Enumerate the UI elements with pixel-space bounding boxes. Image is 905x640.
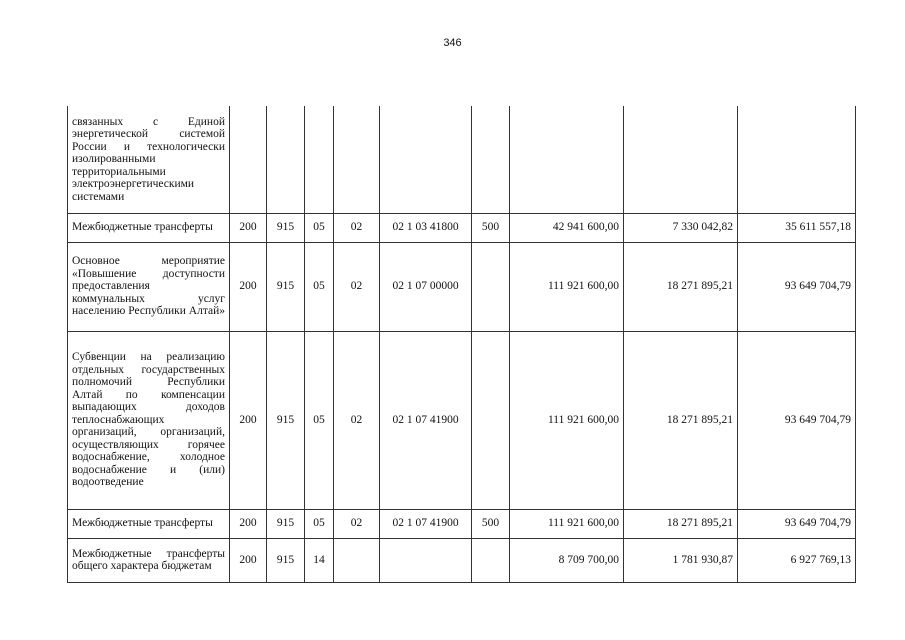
cell-code-b: 915 (267, 331, 305, 509)
table-row (68, 106, 856, 213)
cell-amount-remaining: 93 649 704,79 (738, 331, 856, 509)
cell-section (305, 106, 334, 213)
cell-target-article: 02 1 07 41900 (380, 331, 472, 509)
cell-amount-planned: 111 921 600,00 (510, 242, 624, 331)
cell-target-article (380, 106, 472, 213)
cell-code-a: 200 (230, 509, 267, 538)
cell-section: 05 (305, 509, 334, 538)
cell-subsection (334, 106, 380, 213)
cell-section: 14 (305, 538, 334, 582)
row-description: Межбюджетные трансферты (68, 213, 230, 242)
cell-amount-remaining: 6 927 769,13 (738, 538, 856, 582)
cell-expense-type (472, 538, 510, 582)
cell-amount-remaining: 93 649 704,79 (738, 509, 856, 538)
table-row (68, 213, 856, 242)
cell-code-a: 200 (230, 242, 267, 331)
cell-amount-remaining (738, 106, 856, 213)
cell-amount-planned: 42 941 600,00 (510, 213, 624, 242)
row-description: Основное мероприятие «Повышение доступности предоставления коммунальных услуг населению Республики Алтай» (68, 242, 230, 331)
cell-expense-type: 500 (472, 509, 510, 538)
cell-amount-planned: 8 709 700,00 (510, 538, 624, 582)
cell-expense-type (472, 106, 510, 213)
cell-subsection: 02 (334, 509, 380, 538)
table-row (68, 538, 856, 582)
cell-subsection: 02 (334, 331, 380, 509)
cell-code-b: 915 (267, 242, 305, 331)
cell-amount-executed: 7 330 042,82 (624, 213, 738, 242)
cell-amount-executed: 18 271 895,21 (624, 509, 738, 538)
cell-code-a: 200 (230, 538, 267, 582)
cell-amount-planned: 111 921 600,00 (510, 509, 624, 538)
cell-expense-type (472, 242, 510, 331)
cell-amount-planned: 111 921 600,00 (510, 331, 624, 509)
cell-code-a: 200 (230, 331, 267, 509)
cell-amount-planned (510, 106, 624, 213)
cell-code-b: 915 (267, 509, 305, 538)
cell-amount-executed: 18 271 895,21 (624, 331, 738, 509)
cell-target-article (380, 538, 472, 582)
cell-amount-remaining: 93 649 704,79 (738, 242, 856, 331)
cell-code-b: 915 (267, 538, 305, 582)
cell-code-b (267, 106, 305, 213)
page-number: 346 (443, 37, 462, 49)
cell-subsection: 02 (334, 242, 380, 331)
row-description: Межбюджетные трансферты (68, 509, 230, 538)
cell-amount-executed: 18 271 895,21 (624, 242, 738, 331)
cell-amount-executed: 1 781 930,87 (624, 538, 738, 582)
cell-subsection: 02 (334, 213, 380, 242)
table-row (68, 331, 856, 509)
cell-section: 05 (305, 242, 334, 331)
cell-section: 05 (305, 213, 334, 242)
cell-code-a (230, 106, 267, 213)
cell-target-article: 02 1 03 41800 (380, 213, 472, 242)
cell-amount-remaining: 35 611 557,18 (738, 213, 856, 242)
budget-table (67, 106, 856, 583)
cell-expense-type (472, 331, 510, 509)
cell-amount-executed (624, 106, 738, 213)
row-description: Субвенции на реализацию отдельных государственных полномочий Республики Алтай по компенсации выпадающих доходов теплоснабжающих организаций, организаций, осуществляющих горячее водоснабжение, холодное водоснабжение и (или) водоотведение (68, 331, 230, 509)
cell-expense-type: 500 (472, 213, 510, 242)
cell-target-article: 02 1 07 41900 (380, 509, 472, 538)
row-description: Межбюджетные трансферты общего характера бюджетам (68, 538, 230, 582)
row-description: связанных с Единой энергетической системой России и технологически изолированными территориальными электроэнергетическими системами (68, 106, 230, 213)
table-row (68, 242, 856, 331)
cell-target-article: 02 1 07 00000 (380, 242, 472, 331)
cell-code-a: 200 (230, 213, 267, 242)
cell-subsection (334, 538, 380, 582)
cell-section: 05 (305, 331, 334, 509)
table-row (68, 509, 856, 538)
cell-code-b: 915 (267, 213, 305, 242)
